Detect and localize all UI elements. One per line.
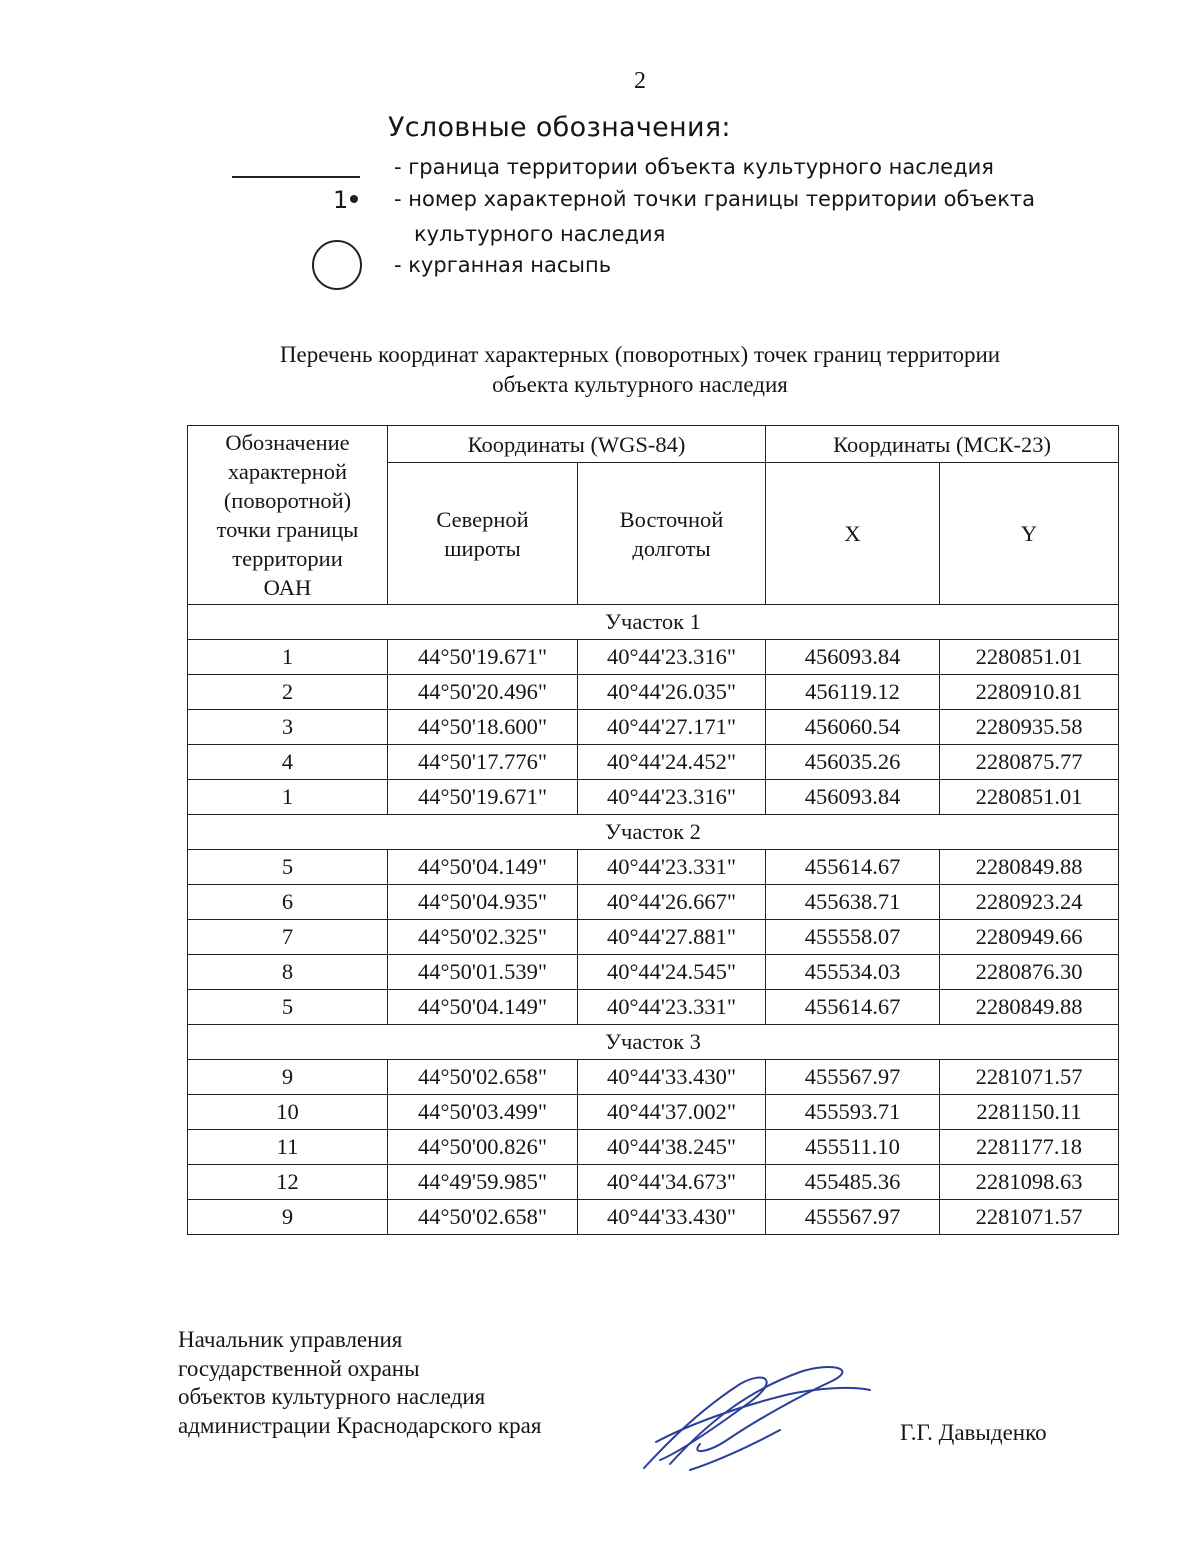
table-caption <box>0 340 1200 400</box>
table-row <box>188 920 1119 955</box>
cell-point: 9 <box>188 1060 388 1095</box>
section-title: Участок 2 <box>188 815 1119 850</box>
cell-lon: 40°44'24.545" <box>578 955 766 990</box>
cell-lon: 40°44'23.331" <box>578 990 766 1025</box>
cell-y: 2281177.18 <box>940 1130 1119 1165</box>
cell-point: 2 <box>188 675 388 710</box>
legend-point-label-line2: культурного наследия <box>414 222 666 246</box>
cell-lon: 40°44'27.171" <box>578 710 766 745</box>
cell-y: 2280849.88 <box>940 990 1119 1025</box>
coordinates-table <box>187 425 1119 1235</box>
cell-y: 2280875.77 <box>940 745 1119 780</box>
cell-y: 2280851.01 <box>940 780 1119 815</box>
boundary-line-symbol <box>232 176 360 178</box>
caption-line-2: объекта культурного наследия <box>492 372 788 397</box>
table-row <box>188 1200 1119 1235</box>
cell-x: 455567.97 <box>766 1060 940 1095</box>
cell-x: 455485.36 <box>766 1165 940 1200</box>
section-row <box>188 815 1119 850</box>
cell-y: 2281071.57 <box>940 1200 1119 1235</box>
cell-point: 3 <box>188 710 388 745</box>
table-row <box>188 955 1119 990</box>
cell-lon: 40°44'27.881" <box>578 920 766 955</box>
table-row <box>188 1130 1119 1165</box>
cell-lat: 44°50'18.600" <box>388 710 578 745</box>
cell-lon: 40°44'34.673" <box>578 1165 766 1200</box>
cell-y: 2280910.81 <box>940 675 1119 710</box>
section-row <box>188 1025 1119 1060</box>
cell-lon: 40°44'23.316" <box>578 640 766 675</box>
cell-lat: 44°50'00.826" <box>388 1130 578 1165</box>
table-row <box>188 1095 1119 1130</box>
cell-y: 2280935.58 <box>940 710 1119 745</box>
header-east-longitude: Восточной долготы <box>578 463 766 605</box>
cell-y: 2280923.24 <box>940 885 1119 920</box>
cell-point: 9 <box>188 1200 388 1235</box>
signer-title: Начальник управления государственной охраны объектов культурного наследия администрации Краснодарского края <box>178 1327 542 1438</box>
signer-name: Г.Г. Давыденко <box>900 1420 1047 1445</box>
cell-lon: 40°44'23.316" <box>578 780 766 815</box>
cell-lat: 44°50'04.149" <box>388 850 578 885</box>
table-row <box>188 675 1119 710</box>
cell-lon: 40°44'37.002" <box>578 1095 766 1130</box>
cell-x: 455614.67 <box>766 850 940 885</box>
cell-point: 1 <box>188 780 388 815</box>
cell-lat: 44°50'19.671" <box>388 780 578 815</box>
cell-x: 455558.07 <box>766 920 940 955</box>
cell-lon: 40°44'26.667" <box>578 885 766 920</box>
section-title: Участок 1 <box>188 605 1119 640</box>
cell-lat: 44°50'04.935" <box>388 885 578 920</box>
cell-lon: 40°44'23.331" <box>578 850 766 885</box>
cell-lat: 44°50'04.149" <box>388 990 578 1025</box>
table-row <box>188 780 1119 815</box>
cell-x: 455593.71 <box>766 1095 940 1130</box>
cell-point: 8 <box>188 955 388 990</box>
cell-point: 7 <box>188 920 388 955</box>
cell-lat: 44°50'02.658" <box>388 1060 578 1095</box>
cell-x: 455511.10 <box>766 1130 940 1165</box>
cell-x: 456035.26 <box>766 745 940 780</box>
cell-y: 2280876.30 <box>940 955 1119 990</box>
cell-point: 5 <box>188 850 388 885</box>
cell-y: 2280849.88 <box>940 850 1119 885</box>
cell-x: 456093.84 <box>766 640 940 675</box>
cell-x: 455614.67 <box>766 990 940 1025</box>
point-symbol-number: 1 <box>333 186 349 214</box>
table-row <box>188 990 1119 1025</box>
legend-mound-label: - курганная насыпь <box>394 253 612 277</box>
cell-lat: 44°50'02.325" <box>388 920 578 955</box>
cell-lon: 40°44'33.430" <box>578 1060 766 1095</box>
cell-point: 6 <box>188 885 388 920</box>
table-row <box>188 850 1119 885</box>
handwritten-signature <box>630 1360 880 1480</box>
cell-x: 455534.03 <box>766 955 940 990</box>
legend-point-label-line1: - номер характерной точки границы территории объекта <box>394 187 1036 211</box>
cell-x: 456060.54 <box>766 710 940 745</box>
cell-lat: 44°49'59.985" <box>388 1165 578 1200</box>
section-row <box>188 605 1119 640</box>
cell-point: 12 <box>188 1165 388 1200</box>
cell-point: 10 <box>188 1095 388 1130</box>
cell-lat: 44°50'20.496" <box>388 675 578 710</box>
mound-circle-icon <box>312 240 362 290</box>
cell-y: 2280949.66 <box>940 920 1119 955</box>
cell-x: 456093.84 <box>766 780 940 815</box>
cell-y: 2280851.01 <box>940 640 1119 675</box>
cell-point: 5 <box>188 990 388 1025</box>
header-y: Y <box>940 463 1119 605</box>
cell-lat: 44°50'17.776" <box>388 745 578 780</box>
cell-lat: 44°50'03.499" <box>388 1095 578 1130</box>
header-north-latitude: Северной широты <box>388 463 578 605</box>
cell-y: 2281098.63 <box>940 1165 1119 1200</box>
caption-line-1: Перечень координат характерных (поворотных) точек границ территории <box>279 342 1001 367</box>
cell-point: 1 <box>188 640 388 675</box>
table-row <box>188 710 1119 745</box>
cell-lon: 40°44'33.430" <box>578 1200 766 1235</box>
cell-lat: 44°50'19.671" <box>388 640 578 675</box>
cell-x: 456119.12 <box>766 675 940 710</box>
header-msk23-group: Координаты (МСК-23) <box>766 426 1119 463</box>
cell-x: 455567.97 <box>766 1200 940 1235</box>
cell-lat: 44°50'01.539" <box>388 955 578 990</box>
cell-x: 455638.71 <box>766 885 940 920</box>
page-number: 2 <box>634 68 646 94</box>
table-row <box>188 1165 1119 1200</box>
table-row <box>188 640 1119 675</box>
point-dot-icon <box>350 195 358 203</box>
cell-y: 2281071.57 <box>940 1060 1119 1095</box>
cell-lon: 40°44'26.035" <box>578 675 766 710</box>
cell-point: 11 <box>188 1130 388 1165</box>
cell-lon: 40°44'38.245" <box>578 1130 766 1165</box>
cell-lat: 44°50'02.658" <box>388 1200 578 1235</box>
header-point-designation: Обозначение характерной (поворотной) точки границы территории ОАН <box>188 426 388 605</box>
cell-point: 4 <box>188 745 388 780</box>
table-row <box>188 885 1119 920</box>
legend-boundary-label: - граница территории объекта культурного наследия <box>394 155 994 179</box>
cell-y: 2281150.11 <box>940 1095 1119 1130</box>
table-row <box>188 745 1119 780</box>
header-x: X <box>766 463 940 605</box>
section-title: Участок 3 <box>188 1025 1119 1060</box>
cell-lon: 40°44'24.452" <box>578 745 766 780</box>
legend-title: Условные обозначения: <box>388 112 731 143</box>
header-wgs84-group: Координаты (WGS-84) <box>388 426 766 463</box>
table-row <box>188 1060 1119 1095</box>
